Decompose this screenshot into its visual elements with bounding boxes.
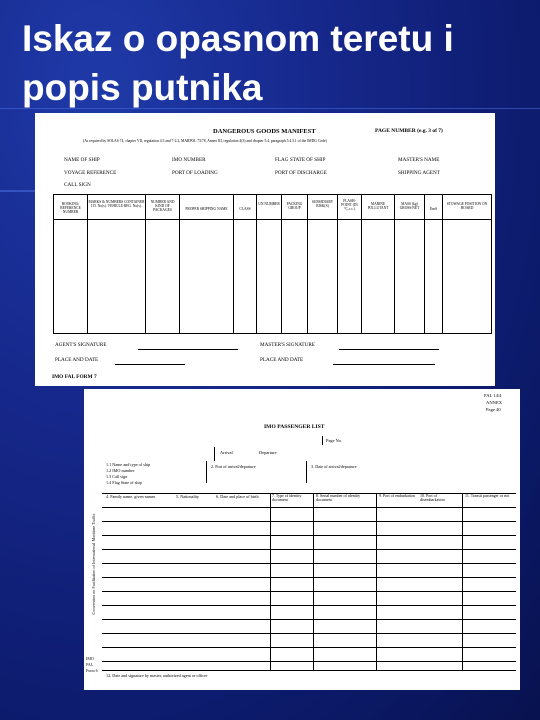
col-subsidiary-risks: SUBSIDIARY RISK(S) <box>311 200 334 209</box>
place-date-left-line <box>115 364 185 365</box>
fal-reference-line-1: FAL 14/4 <box>484 393 502 398</box>
col-packages: NUMBER AND KIND OF PACKAGES <box>150 200 175 213</box>
place-date-right-label: PLACE AND DATE <box>260 357 304 363</box>
field-imo-number: IMO NUMBER <box>172 157 206 163</box>
col-identity-doc-number: 8. Serial number of identity document <box>316 493 361 503</box>
master-signature-line <box>339 349 439 350</box>
agent-signature-line <box>138 349 238 350</box>
field-shipping-agent: SHIPPING AGENT <box>398 170 440 176</box>
fal-reference-line-2: ANNEX <box>486 400 503 405</box>
col-port-embarkation: 9. Port of embarkation <box>379 493 415 498</box>
master-signature-footer: 12. Date and signature by master, authorized agent or officer <box>106 673 208 678</box>
col-transit-passenger: 11. Transit passenger or not <box>465 493 510 498</box>
col-nationality: 5. Nationality <box>176 494 200 499</box>
master-signature-label: MASTER'S SIGNATURE <box>260 342 315 348</box>
port-arrival-departure-label: 2. Port of arrival/departure <box>211 464 256 469</box>
manifest-title: DANGEROUS GOODS MANIFEST <box>213 128 316 135</box>
col-stowage-position: STOWAGE POSITION ON BOARD <box>446 202 488 211</box>
ship-info-1: 1.1 Name and type of ship <box>106 462 151 467</box>
date-divider <box>306 461 307 483</box>
manifest-page-number: PAGE NUMBER (e.g. 3 of 7) <box>375 128 443 134</box>
page-no-label: Page No. <box>326 438 343 443</box>
arrival-label: Arrival <box>220 450 233 455</box>
form-label-fal: FAL <box>86 662 94 667</box>
col-marks-numbers: MARKS & NUMBERS CONTAINER I.D. No(s). VEHICLE REG. No(s). <box>88 200 145 209</box>
agent-signature-label: AGENT'S SIGNATURE <box>55 342 107 348</box>
col-ems: EmS <box>430 207 437 211</box>
convention-side-text: Convention on Facilitation of International Maritime Traffic <box>90 513 96 615</box>
manifest-subtitle: (As required by SOLAS 74, chapter VII, regulation 4.5 and 7-2.2, MARPOL 73/78, Annex III, regulation 4(3) and chapter 5.4, paragraph 5.4.3.1 of the IMDG Code) <box>83 139 327 143</box>
port-divider <box>206 461 207 483</box>
col-booking-reference: BOOKING/ REFERENCE NUMBER <box>60 202 81 215</box>
col-family-name: 4. Family name, given names <box>106 494 156 499</box>
ship-info-2: 1.2 IMO number <box>106 468 135 473</box>
col-marine-pollutant: MARINE POLLUTANT <box>367 202 389 211</box>
field-voyage-reference: VOYAGE REFERENCE <box>64 170 117 176</box>
field-port-of-loading: PORT OF LOADING <box>172 170 218 176</box>
col-identity-doc-type: 7. Type of identity document <box>272 493 302 503</box>
slide-title: Iskaz o opasnom teretu i popis putnika <box>22 18 454 108</box>
col-class: CLASS <box>239 207 251 211</box>
form-label-imo: IMO <box>86 656 94 661</box>
field-master-name: MASTER'S NAME <box>398 157 440 163</box>
col-port-disembarkation: 10. Port of disembarkation <box>420 493 445 503</box>
fal-reference-line-3: Page 40 <box>486 407 501 412</box>
place-date-right-line <box>333 364 435 365</box>
col-proper-shipping-name: PROPER SHIPPING NAME <box>185 207 228 211</box>
field-call-sign: CALL SIGN <box>64 182 91 188</box>
col-flash-point: FLASH-POINT (IN °C,c.c.) <box>341 199 358 212</box>
page-no-divider <box>322 436 323 445</box>
col-date-place-birth: 6. Date and place of birth <box>216 494 259 499</box>
arrival-divider <box>214 447 215 461</box>
dangerous-goods-manifest-form <box>35 113 495 386</box>
imo-passenger-list-form <box>84 389 520 690</box>
ship-info-3: 1.3 Call sign <box>106 474 128 479</box>
departure-label: Departure <box>259 450 277 455</box>
place-date-left-label: PLACE AND DATE <box>55 357 99 363</box>
imo-fal-form-7-label: IMO FAL FORM 7 <box>52 374 97 380</box>
field-name-of-ship: NAME OF SHIP <box>64 157 100 163</box>
ship-info-4: 1.4 Flag State of ship <box>106 480 142 485</box>
col-packing-group: PACKING GROUP <box>286 202 303 211</box>
passenger-list-title: IMO PASSENGER LIST <box>264 424 325 430</box>
date-arrival-departure-label: 3. Date of arrival/departure <box>311 464 357 469</box>
field-flag-state: FLAG STATE OF SHIP <box>275 157 326 163</box>
col-un-number: UN NUMBER <box>258 202 280 206</box>
form-label-number: Form 6 <box>86 668 98 673</box>
field-port-of-discharge: PORT OF DISCHARGE <box>275 170 327 176</box>
background-accent-line <box>0 190 40 192</box>
col-mass: MASS (kg) GROSS/NET <box>399 202 420 211</box>
